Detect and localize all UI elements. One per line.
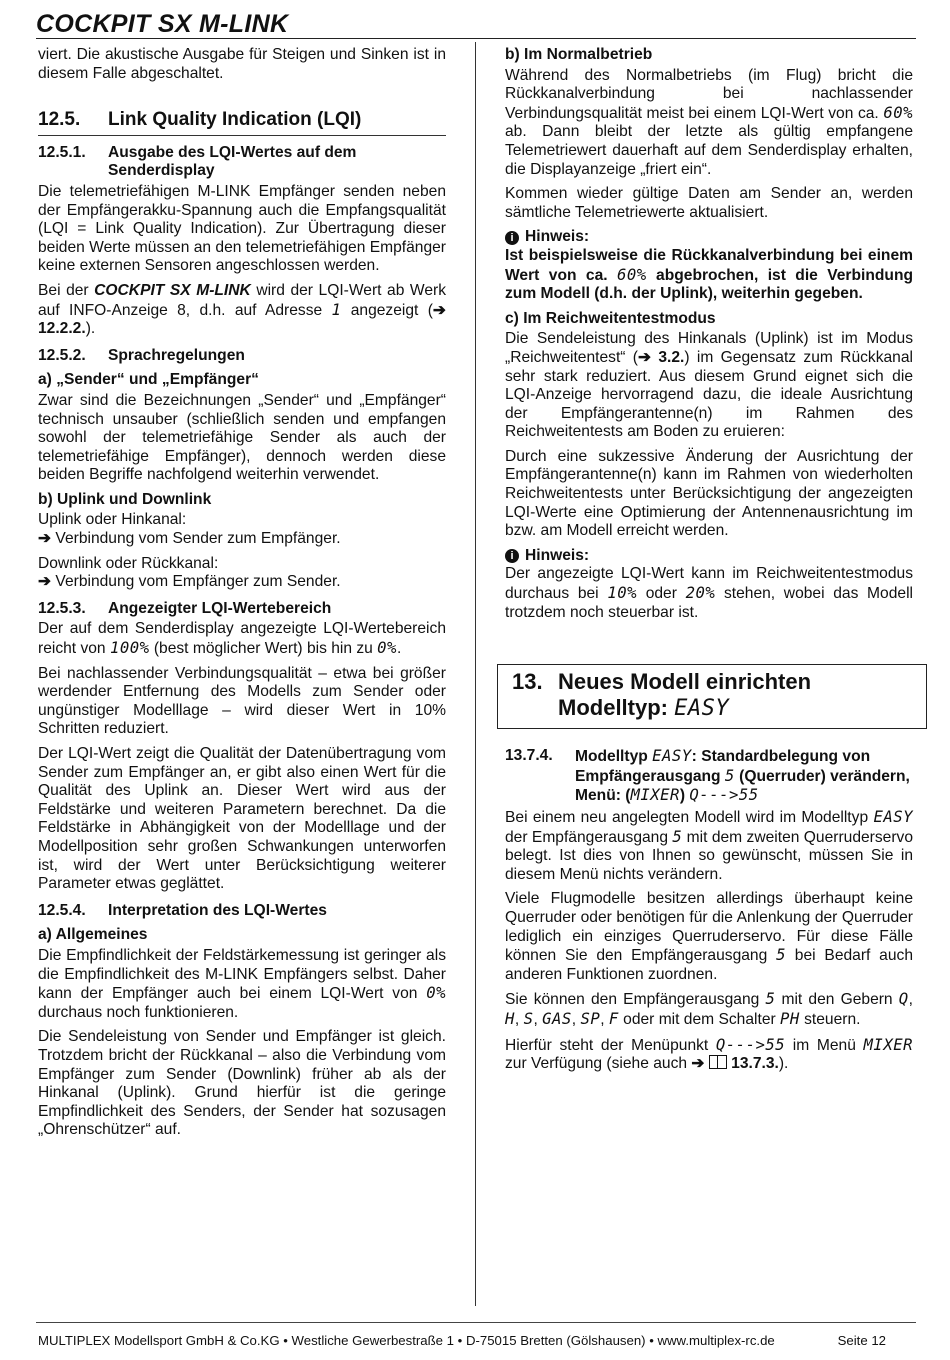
text: , (533, 1010, 543, 1028)
lcd-value: 60% (616, 265, 647, 284)
text: Während des Normalbetriebs (im Flug) bricht die Rückkanalverbindung bei nachlassender Verbindungsqualität meist bei einem LQI-Wert von ca. (505, 66, 913, 122)
subheading: b) Im Normalbetrieb (505, 46, 653, 63)
text: Bei der (38, 281, 95, 299)
lcd-value: Q--->55 (715, 1035, 786, 1054)
lcd-value: 0% (377, 639, 397, 658)
lcd-value: MIXER (630, 786, 680, 805)
section-title (575, 747, 913, 806)
section-number: 12.5. (38, 109, 81, 131)
chapter-subtitle (558, 695, 729, 722)
page-number: Seite 12 (837, 1333, 886, 1348)
text: Viele Flugmodelle besitzen allerdings überhaupt keine Querruder oder benötigen für die Anlenkung der Querruder lediglich ein einziges Querruderservo. Für diese Fälle können Sie den Empfängerausgang (505, 890, 913, 965)
subheading: c) Im Reichweitentestmodus (505, 309, 716, 327)
lcd-value: EASY (652, 747, 692, 766)
paragraph (38, 282, 446, 339)
cross-reference: 3.2. (651, 348, 685, 366)
paragraph: Der LQI-Wert zeigt die Qualität der Datenübertragung vom Sender zum Empfänger an, er gibt also einen Wert für die Qualität des Uplink an. Dieser Wert wird aus der Feldstärke und weiteren Parametern berechnet. Da die Feldstärke in Abhängigkeit von der Modelllage und der Modellposition sehr großen Schwankungen unterworfen ist, wird der Wert unter Berücksichtigung weiterer Parameter etwas geglättet. (38, 745, 446, 893)
downlink-label: Downlink oder Rückkanal: (38, 554, 219, 572)
paragraph (505, 1036, 913, 1074)
left-column (38, 46, 446, 1146)
arrow-right-icon: ➔ (38, 530, 52, 548)
header-title: COCKPIT SX M-LINK (36, 10, 289, 38)
text: (Querruder) verändern, Menü: ( (575, 767, 910, 805)
text: Bei einem neu angelegten Modell wird im Modelltyp (505, 809, 874, 826)
section-12-5-2-heading (38, 347, 446, 366)
text: Der auf dem Senderdisplay angezeigte LQI-Wertebereich reicht von (38, 620, 446, 658)
section-number: 13.7.4. (505, 747, 553, 765)
text: stehen, wobei das Modell trotzdem noch steuerbar ist. (505, 585, 913, 621)
chapter-title-row (512, 669, 912, 695)
paragraph (505, 330, 913, 442)
page-header (36, 8, 916, 39)
lcd-value: H (505, 1009, 515, 1028)
lcd-value: 0% (426, 984, 446, 1003)
text: , (908, 991, 913, 1009)
lcd-value: 60% (883, 103, 913, 122)
text: oder (637, 585, 686, 603)
text: , (514, 1010, 524, 1028)
arrow-right-icon: ➔ (637, 348, 652, 366)
info-icon: i (505, 231, 519, 245)
note-heading (505, 547, 913, 566)
lcd-value: F (608, 1009, 619, 1028)
text: mit dem zweiten Querruderservo belegt. Ist dies von Ihnen so gewünscht, müssen Sie in diesem Menü nichts verändern. (505, 828, 913, 883)
note-label: Hinweis: (525, 546, 590, 564)
cross-reference: 13.7.3. (726, 1055, 779, 1073)
text: angezeigt ( (341, 301, 433, 319)
downlink-desc (38, 573, 446, 592)
paragraph: Durch eine sukzessive Änderung der Ausrichtung der Empfängerantenne(n) kann im Rahmen von wiederholten Reichweitentests unter Berücksichtigung der angezeigten LQI-Werte eine Optimierung der Antennenausrichtung im bzw. am Modell erreicht werden. (505, 447, 913, 540)
book-icon (709, 1055, 727, 1069)
lcd-value: 5 (672, 827, 683, 846)
lcd-value: 20% (685, 584, 716, 603)
page-footer (36, 1322, 916, 1348)
column-divider (475, 42, 476, 1306)
text: Die Sendeleistung des Hinkanals (Uplink) ist im Modus „Reichweitentest“ ( (505, 330, 913, 366)
paragraph (38, 947, 446, 1022)
subheading: b) Uplink und Downlink (38, 490, 212, 508)
lcd-value: S (523, 1009, 534, 1028)
chapter-title: Neues Modell einrichten (558, 669, 812, 695)
paragraph (505, 808, 913, 884)
paragraph: Die telemetriefähigen M-LINK Empfänger senden neben der Empfängerakku-Spannung auch die Empfangsqualität (LQI = Link Quality Indication). Zur Übertragung dieser beiden Werte müssen an den telemetriefähigen Empfänger keine externen Sensoren angeschlossen werden. (38, 182, 446, 275)
paragraph: Kommen wieder gültige Daten am Sender an, werden sämtliche Telemetriewerte aktualisiert. (505, 185, 913, 221)
text: im Menü (785, 1036, 864, 1054)
lcd-value: 100% (109, 639, 150, 658)
note-text (505, 565, 913, 622)
paragraph (505, 990, 913, 1029)
lcd-value: EASY (873, 808, 913, 826)
text: Der angezeigte LQI-Wert kann im Reichweitentestmodus durchaus bei (505, 565, 913, 603)
text: steuern. (799, 1010, 861, 1028)
lcd-value: 5 (776, 946, 786, 965)
text: ). (85, 320, 96, 338)
section-title: Sprachregelungen (108, 346, 245, 364)
lcd-value: EASY (674, 696, 730, 722)
paragraph: Die Sendeleistung von Sender und Empfänger ist gleich. Trotzdem bricht der Rückkanal – also die Verbindung vom Empfänger zum Sender (Downlink) früher ab als der Hinkanal (Uplink). Grund hierfür ist die geringe Empfindlichkeit des Senders, der Sender hat sozusagen „Ohrenschützer“ auf. (38, 1028, 446, 1139)
cross-reference: 12.2.2. (38, 320, 86, 338)
lcd-value: PH (780, 1009, 800, 1028)
section-12-5-4-heading (38, 902, 446, 921)
lcd-value: GAS (542, 1009, 572, 1028)
text: . (396, 640, 402, 658)
lcd-value: 5 (724, 766, 735, 785)
text: (best möglicher Wert) bis hin zu (149, 640, 378, 658)
section-title: Ausgabe des LQI-Wertes auf dem Senderdisplay (108, 143, 357, 180)
subheading: a) „Sender“ und „Empfänger“ (38, 371, 259, 389)
text: , (600, 1010, 609, 1028)
text: : Standardbelegung von Empfängerausgang (575, 748, 871, 785)
text: ab. Dann bleibt der letzte als gültig empfangene Telemetriewert dauerhaft auf dem Senderdisplay erhalten, die Displayanzeige „friert ein“. (505, 123, 913, 178)
text: Ist beispielsweise die Rückkanalverbindung bei einem Wert von ca. (505, 246, 913, 284)
lcd-value: 5 (765, 990, 776, 1009)
right-column (505, 46, 913, 1080)
brand-name: COCKPIT SX M-LINK (94, 281, 251, 299)
section-12-5-1-heading (38, 144, 446, 181)
lcd-value: 1 (331, 300, 342, 319)
subheading: a) Allgemeines (38, 926, 148, 944)
section-number: 12.5.1. (38, 143, 86, 161)
uplink-desc (38, 530, 446, 549)
text: oder mit dem Schalter (618, 1010, 781, 1028)
section-12-5-heading (38, 111, 446, 136)
lcd-value: 10% (607, 584, 638, 603)
text: Hierfür steht der Menüpunkt (505, 1036, 716, 1054)
lcd-value: Q--->55 (689, 786, 759, 805)
paragraph (505, 67, 913, 180)
footer-text: MULTIPLEX Modellsport GmbH & Co.KG • Westliche Gewerbestraße 1 • D-75015 Bretten (Gölshausen) • www.multiplex-rc.de (38, 1333, 775, 1348)
section-title: Link Quality Indication (LQI) (108, 109, 362, 131)
info-icon: i (505, 549, 519, 563)
lcd-value: MIXER (863, 1035, 913, 1054)
text: Modelltyp: (558, 695, 675, 721)
text: ) (679, 787, 690, 805)
section-title: Interpretation des LQI-Wertes (108, 901, 327, 919)
chapter-number: 13. (512, 669, 543, 695)
text: Modelltyp (575, 748, 653, 766)
chapter-13-box (497, 664, 927, 729)
paragraph: Bei nachlassender Verbindungsqualität – etwa bei größer werdender Entfernung des Modells zum Sender oder ungünstiger Modelllage – wird dieser Wert in 10% Schritten reduziert. (38, 664, 446, 738)
section-number: 12.5.2. (38, 346, 86, 364)
text: ) im Gegensatz zum Rückkanal sehr stark reduziert. Aus diesem Grund eignet sich die LQI-Anzeige hervorragend dazu, die ideale Ausrichtung der Empfängerantenne(n) im Rahmen des Reichweitentests am Boden zu eruieren: (505, 348, 913, 441)
section-13-7-4-heading (505, 747, 913, 806)
text: Verbindung vom Empfänger zum Sender. (55, 573, 341, 591)
paragraph (505, 890, 913, 984)
note-label: Hinweis: (525, 228, 590, 246)
intro-paragraph: viert. Die akustische Ausgabe für Steigen und Sinken ist in diesem Falle abgeschaltet. (38, 46, 446, 82)
paragraph (38, 620, 446, 658)
chapter-subtitle-row (512, 695, 912, 722)
note-heading (505, 228, 913, 247)
section-number: 12.5.3. (38, 599, 86, 617)
spacer (512, 695, 558, 722)
text: mit den Gebern (775, 991, 899, 1009)
lcd-value: SP (580, 1009, 601, 1028)
text: ). (778, 1055, 789, 1073)
text: zur Verfügung (siehe auch (505, 1055, 692, 1073)
text: durchaus noch funktionieren. (38, 1003, 239, 1021)
arrow-right-icon: ➔ (432, 301, 446, 319)
text: Sie können den Empfängerausgang (505, 991, 766, 1009)
text: Verbindung vom Sender zum Empfänger. (55, 530, 341, 548)
text: der Empfängerausgang (505, 828, 673, 846)
text: abgebrochen, ist die Verbindung zum Modell (d.h. der Uplink), weiterhin gegeben. (505, 266, 913, 303)
note-text (505, 247, 913, 304)
section-title: Angezeigter LQI-Wertebereich (108, 599, 332, 617)
paragraph: Zwar sind die Bezeichnungen „Sender“ und „Empfänger“ technisch unsauber (schließlich senden und empfangen sowohl der telemetriefähige Sender als auch der telemetriefähige Empfänger), dennoch werden diese beiden Begriffe nachfolgend weiterhin verwendet. (38, 391, 446, 484)
uplink-label: Uplink oder Hinkanal: (38, 511, 187, 529)
section-number: 12.5.4. (38, 901, 86, 919)
section-12-5-3-heading (38, 600, 446, 619)
text: Die Empfindlichkeit der Feldstärkemessung ist geringer als die Empfindlichkeit des M-LINK Empfängers selbst. Daher kann der Empfänger auch bei einem LQI-Wert von (38, 946, 446, 1003)
text: , (571, 1010, 581, 1028)
text: wird der LQI-Wert ab Werk auf INFO-Anzeige 8, d.h. auf Adresse (38, 281, 447, 319)
arrow-right-icon: ➔ (691, 1055, 705, 1073)
text: bei Bedarf auch anderen Funktionen zuordnen. (505, 947, 913, 983)
lcd-value: Q (898, 990, 909, 1009)
arrow-right-icon: ➔ (38, 573, 52, 591)
